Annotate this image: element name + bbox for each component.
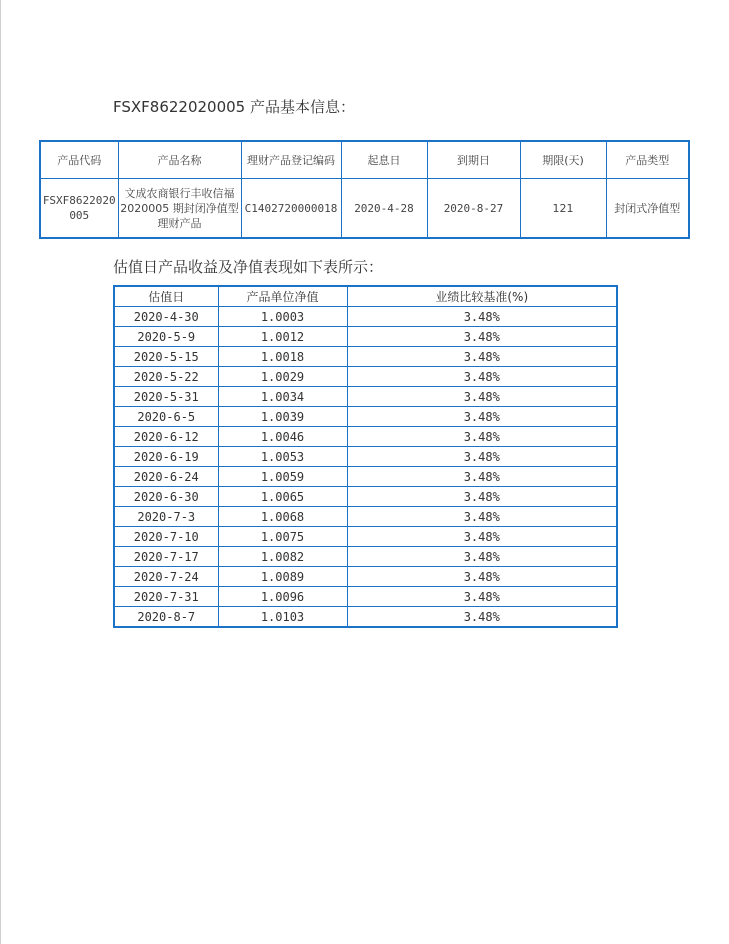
unit-nav-cell: 1.0029	[218, 367, 347, 387]
header-maturity-date: 到期日	[427, 141, 520, 179]
unit-nav-cell: 1.0089	[218, 567, 347, 587]
nav-table-row	[114, 327, 617, 347]
unit-nav-cell: 1.0065	[218, 487, 347, 507]
valuation-date-cell: 2020-7-24	[114, 567, 218, 587]
page-edge	[0, 0, 1, 944]
nav-header-row	[114, 286, 617, 307]
term-days-cell: 121	[520, 179, 606, 239]
valuation-date-cell: 2020-8-7	[114, 607, 218, 628]
benchmark-cell: 3.48%	[347, 567, 617, 587]
product-info-row	[40, 179, 689, 239]
maturity-date-cell: 2020-8-27	[427, 179, 520, 239]
benchmark-cell: 3.48%	[347, 427, 617, 447]
product-info-table	[39, 140, 690, 239]
nav-table-row	[114, 387, 617, 407]
header-product-name: 产品名称	[118, 141, 241, 179]
valuation-date-cell: 2020-6-24	[114, 467, 218, 487]
unit-nav-cell: 1.0046	[218, 427, 347, 447]
benchmark-cell: 3.48%	[347, 547, 617, 567]
unit-nav-cell: 1.0018	[218, 347, 347, 367]
valuation-date-cell: 2020-6-5	[114, 407, 218, 427]
benchmark-cell: 3.48%	[347, 367, 617, 387]
unit-nav-cell: 1.0075	[218, 527, 347, 547]
benchmark-cell: 3.48%	[347, 587, 617, 607]
unit-nav-cell: 1.0003	[218, 307, 347, 327]
valuation-date-cell: 2020-5-31	[114, 387, 218, 407]
nav-table-row	[114, 547, 617, 567]
unit-nav-cell: 1.0096	[218, 587, 347, 607]
benchmark-cell: 3.48%	[347, 467, 617, 487]
header-start-date: 起息日	[341, 141, 427, 179]
header-product-code: 产品代码	[40, 141, 118, 179]
nav-performance-heading: 估值日产品收益及净值表现如下表所示：	[113, 258, 384, 276]
benchmark-cell: 3.48%	[347, 487, 617, 507]
header-valuation-date: 估值日	[114, 286, 218, 307]
valuation-date-cell: 2020-5-22	[114, 367, 218, 387]
valuation-date-cell: 2020-6-30	[114, 487, 218, 507]
header-registration-code: 理财产品登记编码	[241, 141, 341, 179]
benchmark-cell: 3.48%	[347, 607, 617, 628]
valuation-date-cell: 2020-6-19	[114, 447, 218, 467]
benchmark-cell: 3.48%	[347, 507, 617, 527]
nav-table-row	[114, 407, 617, 427]
nav-table	[113, 285, 618, 628]
header-benchmark: 业绩比较基准(%)	[347, 286, 617, 307]
header-product-type: 产品类型	[606, 141, 689, 179]
unit-nav-cell: 1.0103	[218, 607, 347, 628]
header-unit-nav: 产品单位净值	[218, 286, 347, 307]
valuation-date-cell: 2020-7-17	[114, 547, 218, 567]
benchmark-cell: 3.48%	[347, 387, 617, 407]
valuation-date-cell: 2020-7-31	[114, 587, 218, 607]
benchmark-cell: 3.48%	[347, 407, 617, 427]
start-date-cell: 2020-4-28	[341, 179, 427, 239]
benchmark-cell: 3.48%	[347, 527, 617, 547]
benchmark-cell: 3.48%	[347, 307, 617, 327]
nav-table-row	[114, 347, 617, 367]
benchmark-cell: 3.48%	[347, 447, 617, 467]
unit-nav-cell: 1.0012	[218, 327, 347, 347]
nav-table-row	[114, 607, 617, 628]
nav-table-row	[114, 307, 617, 327]
header-term-days: 期限(天)	[520, 141, 606, 179]
product-code-cell: FSXF8622020005	[40, 179, 118, 239]
benchmark-cell: 3.48%	[347, 347, 617, 367]
nav-table-row	[114, 527, 617, 547]
valuation-date-cell: 2020-6-12	[114, 427, 218, 447]
valuation-date-cell: 2020-5-9	[114, 327, 218, 347]
unit-nav-cell: 1.0039	[218, 407, 347, 427]
nav-table-row	[114, 587, 617, 607]
valuation-date-cell: 2020-7-3	[114, 507, 218, 527]
nav-table-row	[114, 427, 617, 447]
nav-table-row	[114, 367, 617, 387]
product-type-cell: 封闭式净值型	[606, 179, 689, 239]
unit-nav-cell: 1.0068	[218, 507, 347, 527]
nav-table-row	[114, 507, 617, 527]
product-info-heading: FSXF8622020005 产品基本信息：	[113, 98, 355, 116]
benchmark-cell: 3.48%	[347, 327, 617, 347]
registration-code-cell: C1402720000018	[241, 179, 341, 239]
nav-table-row	[114, 487, 617, 507]
valuation-date-cell: 2020-4-30	[114, 307, 218, 327]
product-info-header-row	[40, 141, 689, 179]
valuation-date-cell: 2020-7-10	[114, 527, 218, 547]
product-name-cell: 文成农商银行丰收信福 2020005 期封闭净值型理财产品	[118, 179, 241, 239]
unit-nav-cell: 1.0034	[218, 387, 347, 407]
nav-table-row	[114, 567, 617, 587]
valuation-date-cell: 2020-5-15	[114, 347, 218, 367]
nav-table-row	[114, 447, 617, 467]
nav-table-row	[114, 467, 617, 487]
unit-nav-cell: 1.0082	[218, 547, 347, 567]
unit-nav-cell: 1.0059	[218, 467, 347, 487]
unit-nav-cell: 1.0053	[218, 447, 347, 467]
